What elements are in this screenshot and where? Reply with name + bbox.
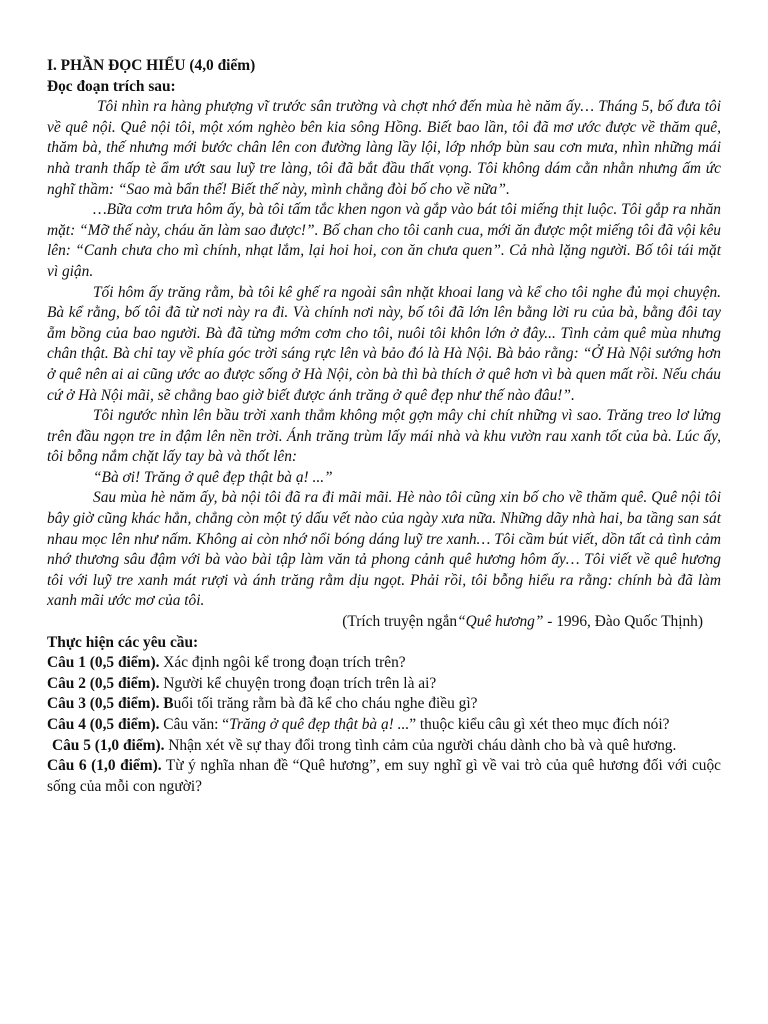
question-4-label: Câu 4 (0,5 điểm). xyxy=(47,716,160,733)
question-4-text-before: Câu văn: “ xyxy=(159,716,230,733)
question-1-text: Xác định ngôi kể trong đoạn trích trên? xyxy=(159,654,406,672)
passage-paragraph-4: Tôi ngước nhìn lên bầu trời xanh thẳm không một gợn mây chi chít những vì sao. Trăng treo lơ lửng trên đầu ngọn tre in đậm lên nền trời. Ánh trăng trùm lấy mái nhà và khu vườn rau xanh tốt của bà. Lúc ấy, tôi bỗng nắm chặt lấy tay bà và thốt lên: xyxy=(47,407,721,466)
document-page xyxy=(47,56,721,797)
passage-paragraph-1: Tôi nhìn ra hàng phượng vĩ trước sân trường và chợt nhớ đến mùa hè năm ấy… Tháng 5, bố đưa tôi về quê nội. Quê nội tôi, một xóm nghèo bên kia sông Hồng. Biết bao lần, tôi đã mơ ước được về thăm quê, thăm bà, thế nhưng mới bước chân lên con đường làng lầy lội, lớp nhớp bùn sau cơn mưa, nhìn những mái nhà tranh thấp tè ẩm ướt sau luỹ tre làng, tôi đã bắt đầu thất vọng. Tôi không dám cằn nhằn nhưng ấm ức nghĩ thầm: “Sao mà bẩn thế! Biết thế này, mình chẳng đòi bố cho về nữa”. xyxy=(47,98,721,198)
passage xyxy=(47,97,721,612)
question-2-label: Câu 2 (0,5 điểm). xyxy=(47,674,160,692)
question-6-text: Từ ý nghĩa nhan đề “Quê hương”, em suy nghĩ gì về vai trò của quê hương đối với cuộc sống của mỗi con người? xyxy=(47,757,721,795)
question-4-text-after: ” thuộc kiểu câu gì xét theo mục đích nói? xyxy=(409,716,670,733)
source-prefix: (Trích truyện ngắn xyxy=(342,613,458,631)
passage-paragraph-5: “Bà ơi! Trăng ở quê đẹp thật bà ạ! ...” xyxy=(93,468,333,486)
section-title: I. PHẦN ĐỌC HIỂU (4,0 điểm) xyxy=(47,57,256,74)
question-5 xyxy=(47,736,721,757)
task-heading: Thực hiện các yêu cầu: xyxy=(47,633,199,651)
question-3-label: Câu 3 (0,5 điểm). xyxy=(47,695,160,713)
source-suffix: - 1996, Đào Quốc Thịnh) xyxy=(543,613,703,631)
question-5-label: Câu 5 (1,0 điểm). xyxy=(52,736,165,754)
question-1-label: Câu 1 (0,5 điểm). xyxy=(47,654,160,672)
question-5-text: Nhận xét về sự thay đổi trong tình cảm của người cháu dành cho bà và quê hương. xyxy=(164,736,677,754)
question-6 xyxy=(47,756,721,797)
passage-paragraph-6: Sau mùa hè năm ấy, bà nội tôi đã ra đi mãi mãi. Hè nào tôi cũng xin bố cho về thăm quê. Quê nội tôi bây giờ cũng khác hẳn, chẳng còn một tý dấu vết nào của ngày xưa nữa. Những dãy nhà hai, ba tầng san sát nhau mọc lên như nấm. Không ai còn nhớ nổi bóng dáng luỹ tre xanh… Tôi cầm bút viết, dồn tất cả tình cảm nhớ thương sâu đậm với bà vào bài tập làm văn tả phong cảnh quê hương hôm ấy… Tôi viết về quê hương tôi với luỹ tre xanh mát rượi và ánh trăng rằm dịu ngọt. Phải rồi, tôi bỗng hiểu ra rằng: chính bà đã làm xanh mãi ước mơ của tôi. xyxy=(47,489,721,610)
question-2 xyxy=(47,674,721,695)
passage-paragraph-3: Tối hôm ấy trăng rằm, bà tôi kê ghế ra ngoài sân nhặt khoai lang và kể cho tôi nghe đủ mọi chuyện. Bà kể rằng, bố tôi đã từ nơi này ra đi. Và chính nơi này, bố tôi đã lớn lên bằng lời ru của bà, bằng đôi tay ẵm bồng của bao người. Bà đã từng mớm cơm cho tôi, nuôi tôi khôn lớn ở đây... Tình cảm quê mùa nhưng chân thật. Bà chỉ tay về phía góc trời sáng rực lên và bảo đó là Hà Nội. Bà bảo rằng: “Ở Hà Nội sướng hơn ở quê nên ai ai cũng ước ao được sống ở Hà Nội, còn bà thì bà thích ở quê hơn vì bà quen mất rồi. Nếu cháu cứ ở Hà Nội mãi, sẽ chẳng bao giờ biết được ánh trăng ở quê đẹp như thế nào đâu!”. xyxy=(47,283,721,404)
question-3-lead: B xyxy=(159,695,174,713)
question-4 xyxy=(47,715,721,736)
question-3 xyxy=(47,694,721,715)
question-4-quote: Trăng ở quê đẹp thật bà ạ! ... xyxy=(229,716,410,733)
question-3-text: uổi tối trăng rằm bà đã kể cho cháu nghe điều gì? xyxy=(173,695,478,713)
question-1 xyxy=(47,653,721,674)
source-citation xyxy=(47,612,721,633)
source-title: “Quê hương” xyxy=(457,613,544,631)
question-2-text: Người kể chuyện trong đoạn trích trên là ai? xyxy=(159,674,437,692)
question-6-label: Câu 6 (1,0 điểm). xyxy=(47,757,162,775)
reading-instruction: Đọc đoạn trích sau: xyxy=(47,77,176,95)
passage-paragraph-2: …Bữa cơm trưa hôm ấy, bà tôi tấm tắc khen ngon và gắp vào bát tôi miếng thịt luộc. Tôi gắp ra nhăn mặt: “Mỡ thế này, cháu ăn làm sao được!”. Bố chan cho tôi canh cua, mới ăn được một miếng tôi đã vội kêu lên: “Canh chưa cho mì chính, nhạt lắm, lại hoi hoi, con ăn chưa quen”. Cả nhà lặng người. Bố tôi tái mặt vì giận. xyxy=(47,201,721,280)
